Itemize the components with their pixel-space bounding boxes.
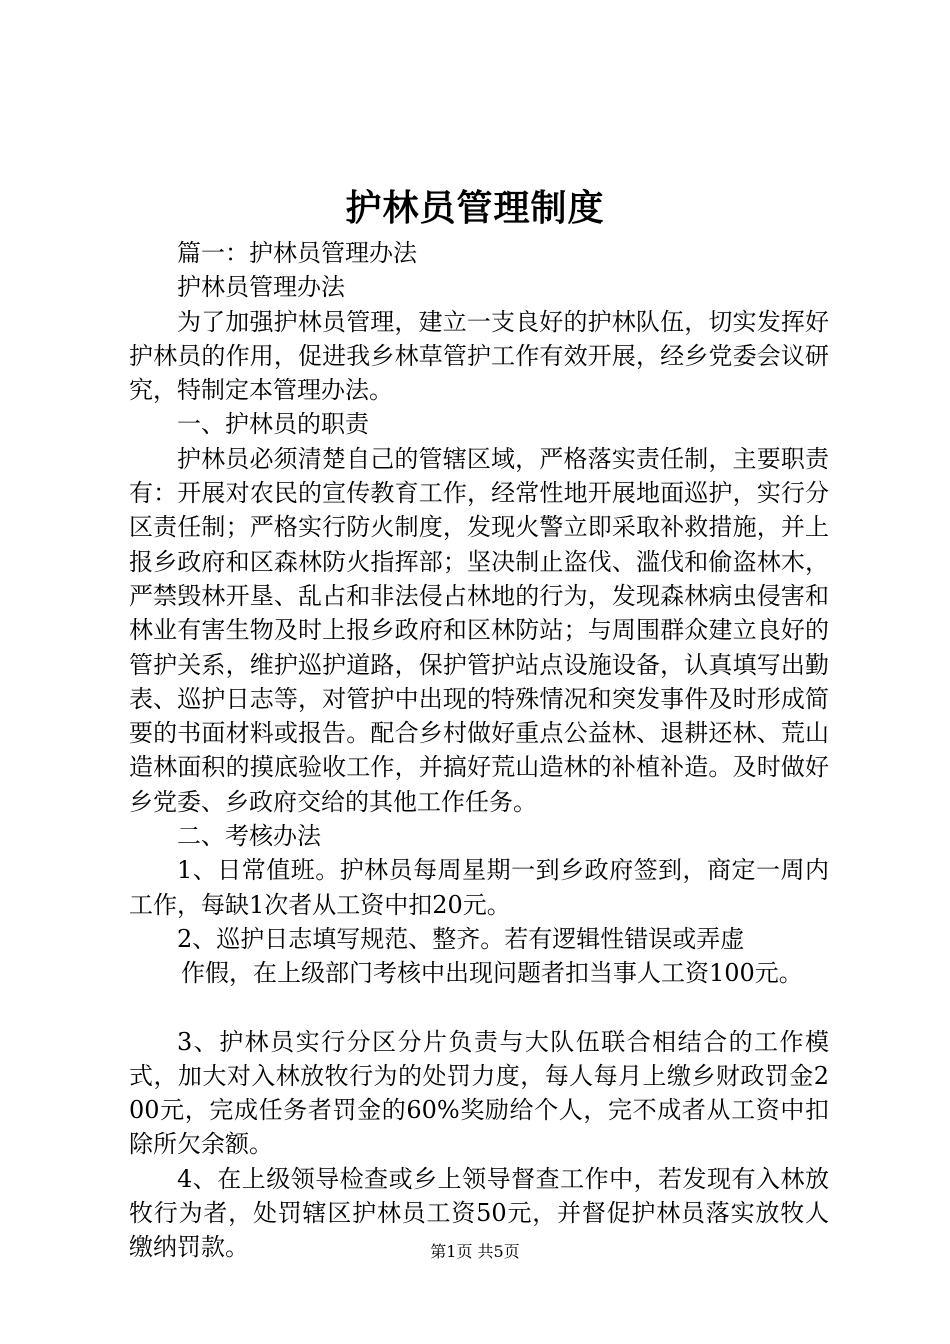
assessment-item-1: 1、日常值班。护林员每周星期一到乡政府签到，商定一周内工作，每缺1次者从工资中扣20元。 <box>129 856 829 919</box>
section-heading: 篇一：护林员管理办法 <box>177 239 417 267</box>
heading-assessment: 二、考核办法 <box>177 822 321 851</box>
document-body <box>129 236 829 1265</box>
heading-duties: 一、护林员的职责 <box>177 410 369 439</box>
page-footer: 第1页 共5页 <box>430 1242 520 1261</box>
assessment-item-2: 2、巡护日志填写规范、整齐。若有逻辑性错误或弄虚 <box>177 924 745 953</box>
assessment-item-4: 4、在上级领导检查或乡上领导督查工作中，若发现有入林放牧行为者，处罚辖区护林员工资50元，并督促护林员落实放牧人缴纳罚款。 <box>129 1164 829 1262</box>
intro-paragraph: 为了加强护林员管理，建立一支良好的护林队伍，切实发挥好护林员的作用，促进我乡林草管护工作有效开展，经乡党委会议研究，特制定本管理办法。 <box>129 307 829 405</box>
blank-line <box>129 991 829 1025</box>
assessment-item-2-continued: 作假，在上级部门考核中出现问题者扣当事人工资100元。 <box>181 959 803 988</box>
document-title: 护林员管理制度 <box>345 187 605 229</box>
assessment-item-3: 3、护林员实行分区分片负责与大队伍联合相结合的工作模式，加大对入林放牧行为的处罚力度，每人每月上缴乡财政罚金200元，完成任务者罚金的60%奖励给个人，完不成者从工资中扣除所欠余额。 <box>129 1027 829 1159</box>
subsection-title: 护林员管理办法 <box>177 273 345 302</box>
duties-paragraph: 护林员必须清楚自己的管辖区域，严格落实责任制，主要职责有：开展对农民的宣传教育工作，经常性地开展地面巡护，实行分区责任制；严格实行防火制度，发现火警立即采取补救措施，并上报乡政府和区森林防火指挥部；坚决制止盗伐、滥伐和偷盗林木，严禁毁林开垦、乱占和非法侵占林地的行为，发现森林病虫侵害和林业有害生物及时上报乡政府和区林防站；与周围群众建立良好的管护关系，维护巡护道路，保护管护站点设施设备，认真填写出勤表、巡护日志等，对管护中出现的特殊情况和突发事件及时形成简要的书面材料或报告。配合乡村做好重点公益林、退耕还林、荒山造林面积的摸底验收工作，并搞好荒山造林的补植补造。及时做好乡党委、乡政府交给的其他工作任务。 <box>129 444 829 816</box>
